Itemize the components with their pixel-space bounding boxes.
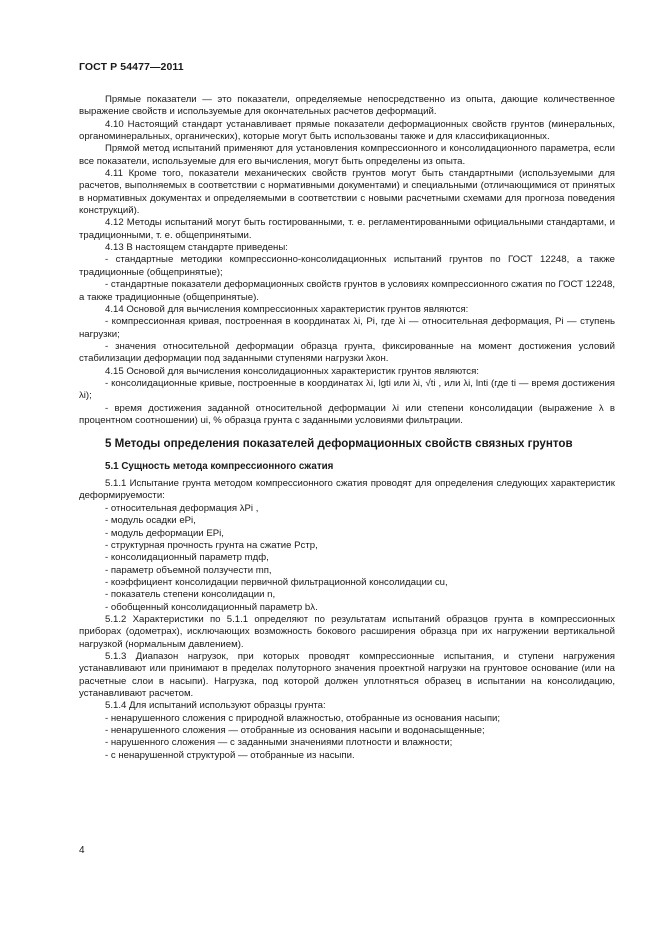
list-item: - стандартные методики компрессионно-консолидационных испытаний грунтов по ГОСТ 12248, а также традиционные (общепринятые); (79, 254, 615, 278)
paragraph: Прямые показатели — это показатели, определяемые непосредственно из опыта, дающие количественное выражение свойств и используемые для окончательных расчетов деформаций. (79, 94, 615, 118)
list-item: - компрессионная кривая, построенная в координатах λi, Pi, где λi — относительная деформация, Pi — ступень нагрузки; (79, 316, 615, 340)
list-item: - консолидационные кривые, построенные в координатах λi, lgti или λi, √ti , или λi, lnti (где ti — время достижения λi); (79, 377, 615, 402)
paragraphs-before (79, 94, 615, 427)
paragraph: 5.1.1 Испытание грунта методом компрессионного сжатия проводят для определения следующих характеристик деформируемости: (79, 478, 615, 502)
list-item: - модуль осадки ePi, (105, 515, 196, 527)
paragraph: 4.14 Основой для вычисления компрессионных характеристик грунтов являются: (105, 303, 469, 315)
paragraph: 5.1.2 Характеристики по 5.1.1 определяют по результатам испытаний образцов грунта в компрессионных приборах (одометрах), исключающих возможность бокового расширения образца при их нагружении вертикальной нагрузкой (нормальным давлением). (79, 613, 615, 650)
list-item: - ненарушенного сложения с природной влажностью, отобранные из основания насыпи; (105, 712, 501, 724)
list-item: - с ненарушенной структурой — отобранные из насыпи. (105, 749, 355, 761)
list-item: - структурная прочность грунта на сжатие Pстр, (105, 539, 318, 551)
paragraph: 4.15 Основой для вычисления консолидационных характеристик грунтов являются: (105, 365, 479, 377)
list-item: - время достижения заданной относительной деформации λi или степени консолидации (выражение λ в процентном соотношении) ui, % образца грунта с заданными условиями фильтрации. (79, 402, 615, 426)
list-item: - значения относительной деформации образца грунта, фиксированные на момент достижения условий стабилизации деформации под заданными ступенями нагрузки λкон. (79, 340, 615, 365)
list-item: - коэффициент консолидации первичной фильтрационной консолидации cu, (105, 576, 448, 588)
document-body (79, 94, 615, 762)
page-number: 4 (79, 845, 85, 856)
list-item: - параметр объемной ползучести mп, (105, 564, 272, 576)
section-title: 5 Методы определения показателей деформационных свойств связных грунтов (105, 437, 573, 451)
list-item: - относительная деформация λPi , (105, 502, 259, 514)
paragraphs-after (79, 478, 615, 762)
paragraph: 5.1.4 Для испытаний используют образцы грунта: (105, 700, 326, 712)
paragraph: 4.10 Настоящий стандарт устанавливает прямые показатели деформационных свойств грунтов (минеральных, органоминеральных, органических), которые могут быть использованы также и для классификационных. (79, 118, 615, 143)
paragraph: 4.13 В настоящем стандарте приведены: (105, 242, 288, 254)
paragraph: 5.1.3 Диапазон нагрузок, при которых проводят компрессионные испытания, и ступени нагружения устанавливают или принимают в пределах полуторного значения проектной нагрузки на грунтовое основание (или на расчетные слои в насыпи). Нагрузка, под которой должен уплотняться образец в испытании на консолидацию, устанавливают расчетом. (79, 650, 615, 699)
paragraph: Прямой метод испытаний применяют для установления компрессионного и консолидационного параметра, если все показатели, используемые для его вычисления, могут быть определены из опыта. (79, 143, 615, 167)
list-item: - ненарушенного сложения — отобранные из основания насыпи и водонасыщенные; (105, 725, 485, 736)
list-item: - консолидационный параметр mдф, (105, 552, 269, 564)
subsection-title: 5.1 Сущность метода компрессионного сжатия (105, 460, 334, 472)
list-item: - показатель степени консолидации n, (105, 589, 276, 601)
list-item: - стандартные показатели деформационных свойств грунтов в условиях компрессионного сжатия по ГОСТ 12248, а также традиционные (общепринятые). (79, 279, 615, 303)
list-item: - обобщенный консолидационный параметр bλ. (105, 601, 318, 613)
paragraph: 4.12 Методы испытаний могут быть гостированными, т. е. регламентированными официальными стандартами, и традиционными, т. е. общепринятыми. (79, 217, 615, 241)
paragraph: 4.11 Кроме того, показатели механических свойств грунтов могут быть стандартными (используемыми для расчетов, выполняемых в соответствии с нормативными документами) и специальными (отличающимися от принятых в нормативных документах и определяемыми в соответствии с новыми расчетными схемами для прогноза поведения конструкций). (79, 168, 615, 217)
document-header: ГОСТ Р 54477—2011 (79, 61, 184, 73)
list-item: - нарушенного сложения — с заданными значениями плотности и влажности; (105, 737, 453, 749)
list-item: - модуль деформации EPi, (105, 527, 224, 539)
